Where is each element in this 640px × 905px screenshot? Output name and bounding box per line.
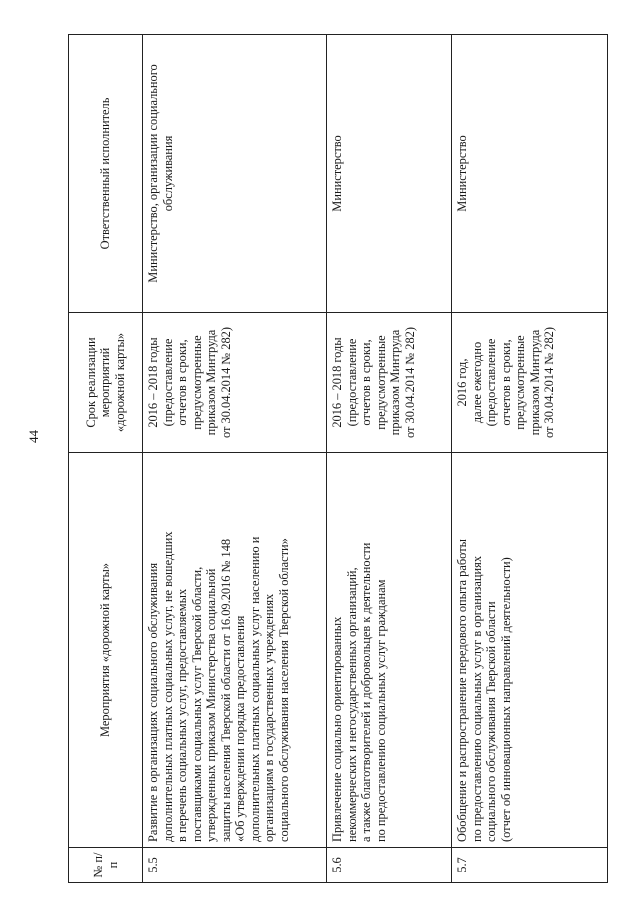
period-line: (предоставление <box>484 338 498 427</box>
row-measure <box>143 453 327 848</box>
table-row <box>327 35 452 883</box>
measure-line: социального обслуживания Тверской области <box>484 601 498 842</box>
measure-line: дополнительных платных социальных услуг, не вошедших <box>160 531 175 842</box>
period-line: от 30.04.2014 № 282) <box>542 326 556 439</box>
period-line: от 30.04.2014 № 282) <box>218 326 233 439</box>
table-body <box>143 35 608 883</box>
period-line: приказом Минтруда <box>527 329 542 436</box>
rotated-landscape-content <box>68 35 608 883</box>
measure-line: (отчет об инновационных направлений деятельности) <box>498 557 513 842</box>
header-number: № п/п <box>69 848 143 883</box>
measure-line: социального обслуживания населения Тверской области» <box>276 538 291 842</box>
header-measures: Мероприятия «дорожной карты» <box>69 453 143 848</box>
row-period <box>452 313 608 453</box>
row-executor: Министерство, организации социального обслуживания <box>143 35 327 313</box>
row-measure <box>452 453 608 848</box>
table-row <box>143 35 327 883</box>
row-executor: Министерство <box>327 35 452 313</box>
page-number: 44 <box>26 430 41 443</box>
period-line: предусмотренные <box>513 335 527 430</box>
header-executor: Ответственный исполнитель <box>69 35 143 313</box>
period-line: приказом Минтруда <box>388 329 402 436</box>
measure-line: организациям в государственных учреждениях <box>262 593 276 842</box>
row-number: 5.6 <box>327 848 452 883</box>
row-measure <box>327 453 452 848</box>
measure-line: защиты населения Тверской области от 16.09.2016 № 148 <box>218 538 233 842</box>
measure-line: в перечень социальных услуг, предоставляемых <box>175 588 189 842</box>
row-number: 5.7 <box>452 848 608 883</box>
period-line: предусмотренные <box>189 335 204 430</box>
table-header <box>69 35 143 883</box>
roadmap-table <box>68 34 608 883</box>
period-line: отчетов в сроки, <box>498 339 513 426</box>
measure-line: «Об утверждении порядка предоставления <box>233 615 247 842</box>
period-line: отчетов в сроки, <box>359 339 373 426</box>
measure-line: утвержденных приказом Министерства социальной <box>204 568 218 842</box>
row-period <box>327 313 452 453</box>
measure-line: дополнительных платных социальных услуг населению и <box>247 536 262 842</box>
measure-line: а также благотворителей и добровольцев к деятельности <box>359 542 373 842</box>
measure-line: по предоставлению социальных услуг гражданам <box>373 579 388 842</box>
period-line: приказом Минтруда <box>204 329 218 436</box>
period-line: предусмотренные <box>373 335 388 430</box>
measure-line: Привлечение социально ориентированных <box>330 616 344 842</box>
period-line: отчетов в сроки, <box>175 339 189 426</box>
measure-line: Обобщение и распространение передового опыта работы <box>455 539 469 842</box>
measure-line: по предоставлению социальных услуг в организациях <box>469 555 484 842</box>
row-executor: Министерство <box>452 35 608 313</box>
header-period: Срок реализации мероприятий «дорожной карты» <box>69 313 143 453</box>
period-line: 2016 год, <box>455 358 469 407</box>
period-line: от 30.04.2014 № 282) <box>402 326 417 439</box>
period-line: далее ежегодно <box>469 341 484 424</box>
header-row <box>69 35 143 883</box>
period-line: (предоставление <box>344 338 359 427</box>
period-line: 2016 – 2018 годы <box>146 337 160 428</box>
table-row <box>452 35 608 883</box>
measure-line: Развитие в организациях социального обслуживания <box>146 562 160 842</box>
period-line: (предоставление <box>160 338 175 427</box>
measure-line: некоммерческих и негосударственных организаций, <box>344 567 359 842</box>
measure-line: поставщиками социальных услуг Тверской области, <box>189 566 204 842</box>
row-period <box>143 313 327 453</box>
period-line: 2016 – 2018 годы <box>330 337 344 428</box>
row-number: 5.5 <box>143 848 327 883</box>
